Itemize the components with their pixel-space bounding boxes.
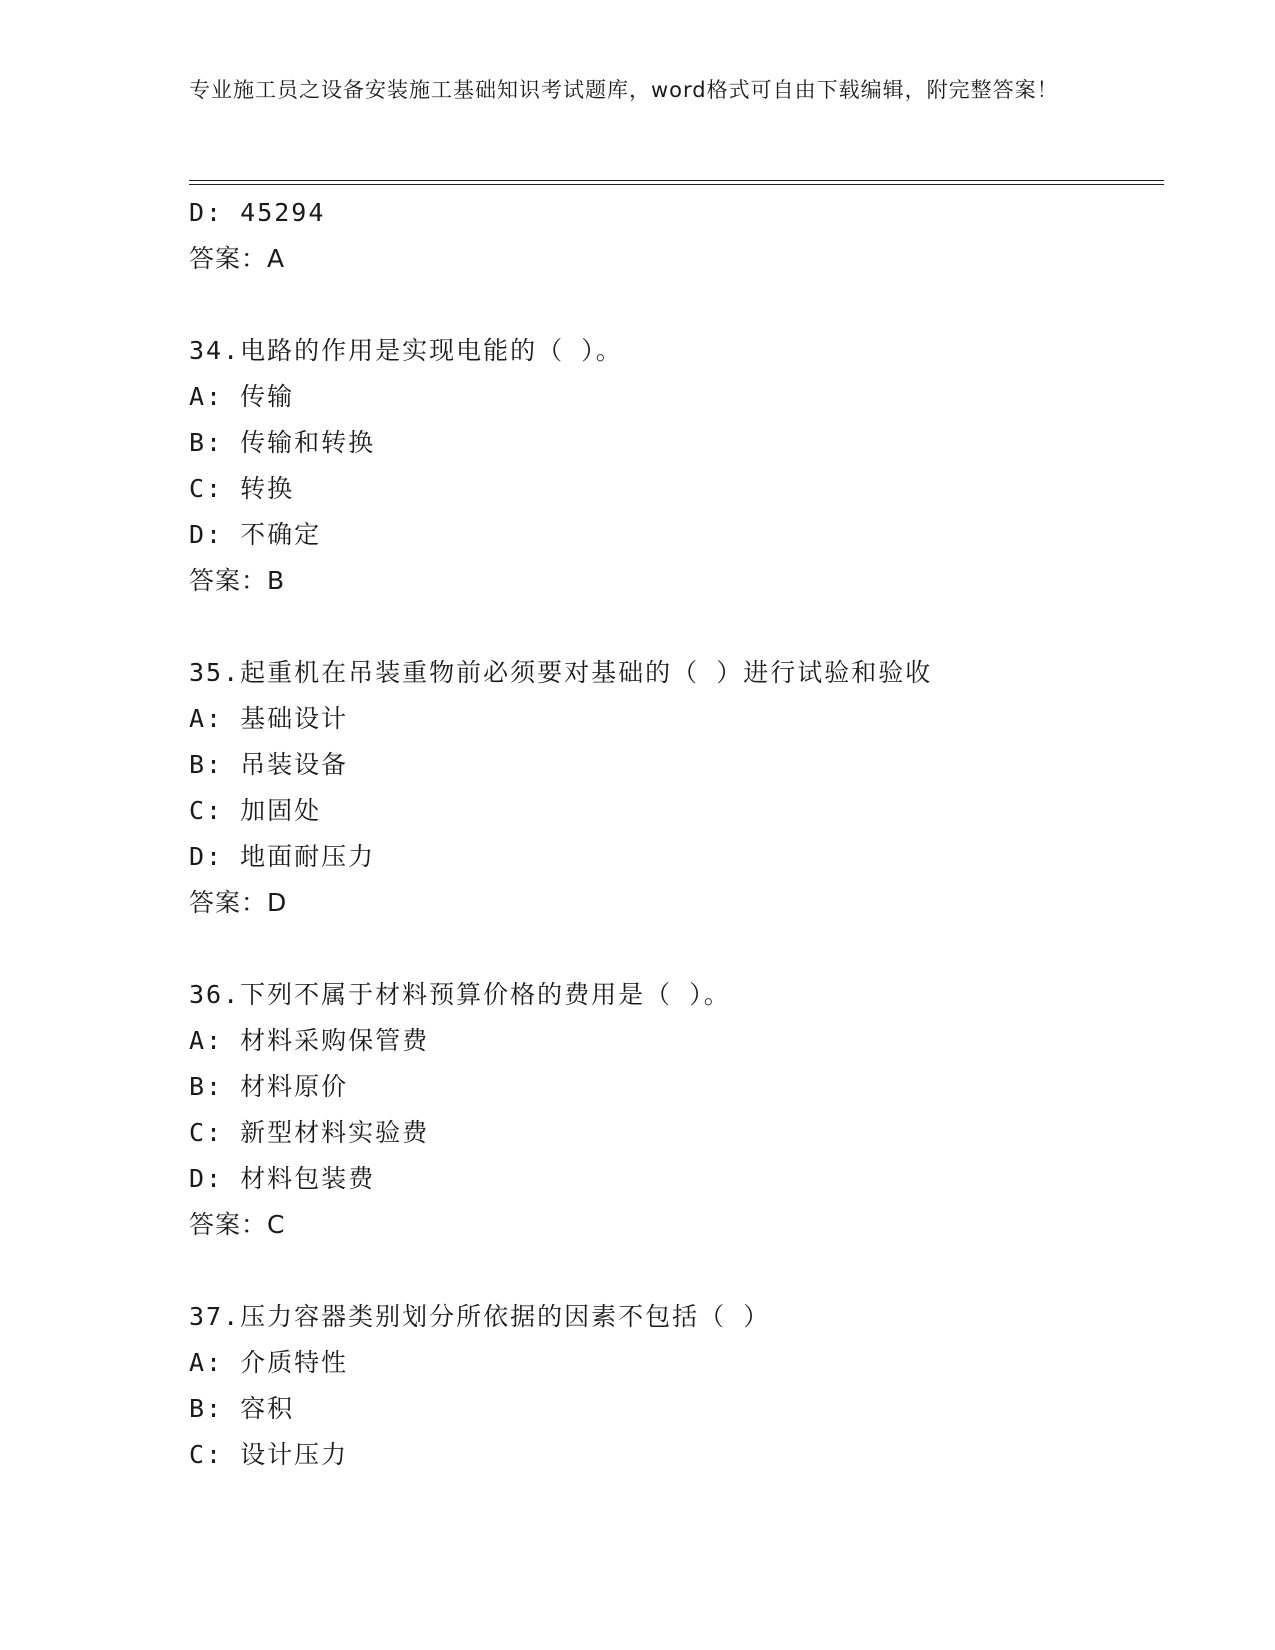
option-d: D: 材料包装费 [189,1164,376,1193]
answer-line: 答案：D [189,888,288,917]
option-c: C: 设计压力 [189,1440,349,1469]
option-b: B: 传输和转换 [189,428,376,457]
header-divider [189,184,1164,185]
option-a: A: 传输 [189,382,295,411]
option-a: A: 介质特性 [189,1348,349,1377]
header-title: 专业施工员之设备安装施工基础知识考试题库，word格式可自由下载编辑，附完整答案！ [189,78,1059,102]
option-b: B: 材料原价 [189,1072,349,1101]
option-d: D: 不确定 [189,520,322,549]
option-d: D: 地面耐压力 [189,842,376,871]
header-divider [189,180,1164,181]
option-c: C: 新型材料实验费 [189,1118,430,1147]
option-d: D: 45294 [189,198,326,227]
option-c: C: 加固处 [189,796,322,825]
answer-line: 答案：B [189,566,286,595]
option-a: A: 基础设计 [189,704,349,733]
question-stem: 36.下列不属于材料预算价格的费用是（ ）。 [189,980,731,1009]
spacer [189,926,1149,972]
spacer [189,604,1149,650]
option-c: C: 转换 [189,474,295,503]
answer-line: 答案：C [189,1210,286,1239]
question-list [189,190,1149,1478]
answer-line: 答案：A [189,244,286,273]
page-header [189,72,1089,108]
option-a: A: 材料采购保管费 [189,1026,430,1055]
spacer [189,282,1149,328]
question-stem: 37.压力容器类别划分所依据的因素不包括（ ） [189,1302,771,1331]
spacer [189,1248,1149,1294]
question-stem: 34.电路的作用是实现电能的（ ）。 [189,336,623,365]
option-b: B: 容积 [189,1394,295,1423]
question-stem: 35.起重机在吊装重物前必须要对基础的（ ）进行试验和验收 [189,658,933,687]
option-b: B: 吊装设备 [189,750,349,779]
